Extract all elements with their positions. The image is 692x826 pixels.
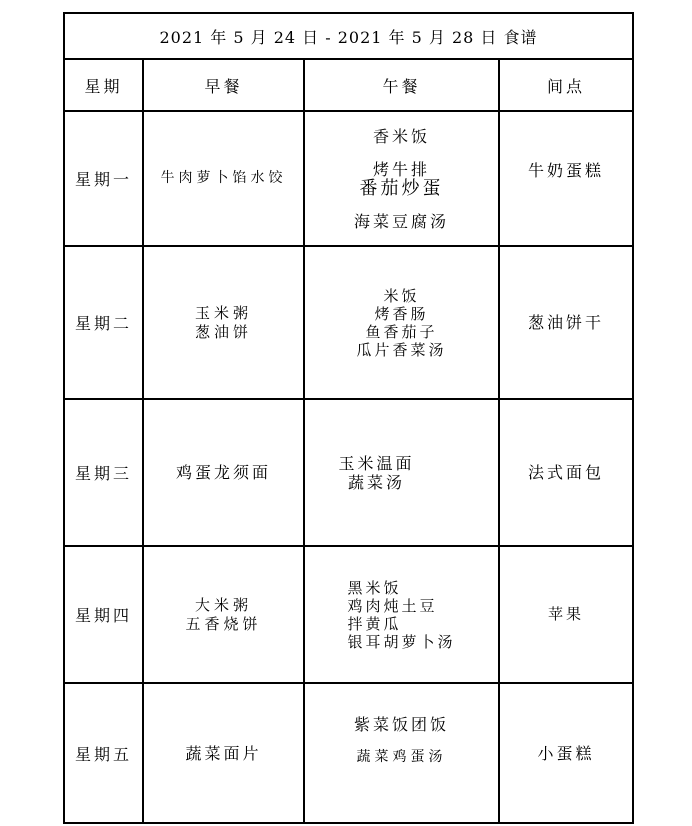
menu-item: 瓜片香菜汤 <box>356 340 447 359</box>
wednesday-breakfast-cell <box>143 399 304 546</box>
table-row-thursday <box>64 546 633 683</box>
table-title: 2021 年 5 月 24 日 - 2021 年 5 月 28 日 食谱 <box>159 27 538 47</box>
menu-item-group <box>347 579 455 651</box>
thursday-breakfast-cell <box>143 546 304 683</box>
menu-item: 鸡蛋龙须面 <box>175 463 271 482</box>
tuesday-day-label: 星期二 <box>64 246 143 399</box>
menu-item: 大米粥 <box>194 595 252 614</box>
friday-snack-cell <box>499 683 633 823</box>
menu-item: 牛奶蛋糕 <box>527 161 604 180</box>
menu-item: 蔬菜鸡蛋汤 <box>356 749 447 765</box>
menu-item: 玉米温面 <box>338 453 415 473</box>
menu-item: 蔬菜面片 <box>185 743 262 763</box>
table-row-wednesday <box>64 399 633 546</box>
menu-item: 银耳胡萝卜汤 <box>347 632 456 651</box>
monday-breakfast-cell <box>143 111 304 246</box>
title-row <box>64 13 633 59</box>
menu-item: 紫菜饭团饭 <box>353 715 449 734</box>
wednesday-day-label: 星期三 <box>64 399 143 546</box>
monday-lunch-cell <box>304 111 499 246</box>
friday-breakfast-cell <box>143 683 304 823</box>
table-title-cell <box>64 13 633 59</box>
header-lunch: 午餐 <box>304 59 499 111</box>
menu-item: 法式面包 <box>527 463 604 482</box>
table-row-friday <box>64 683 633 823</box>
menu-item: 鱼香茄子 <box>365 322 438 341</box>
wednesday-lunch-cell <box>304 399 499 546</box>
table-row-monday <box>64 111 633 246</box>
menu-item: 烤牛排 <box>372 159 430 179</box>
menu-item: 葱油饼 <box>194 322 252 341</box>
menu-item: 牛肉萝卜馅水饺 <box>160 170 287 186</box>
menu-item: 玉米粥 <box>194 303 252 322</box>
friday-day-label: 星期五 <box>64 683 143 823</box>
tuesday-lunch-cell <box>304 246 499 399</box>
header-day: 星期 <box>64 59 143 111</box>
thursday-day-label: 星期四 <box>64 546 143 683</box>
menu-item: 海菜豆腐汤 <box>353 211 449 231</box>
menu-item: 香米饭 <box>372 126 430 146</box>
thursday-snack-cell <box>499 546 633 683</box>
tuesday-snack-cell <box>499 246 633 399</box>
menu-item: 米饭 <box>383 286 420 305</box>
monday-snack-cell <box>499 111 633 246</box>
menu-item: 烤香肠 <box>374 304 429 323</box>
table-row-tuesday <box>64 246 633 399</box>
wednesday-snack-cell <box>499 399 633 546</box>
menu-item-group <box>305 715 498 767</box>
menu-item: 葱油饼干 <box>527 313 604 332</box>
monday-day-label: 星期一 <box>64 111 143 246</box>
menu-item: 苹果 <box>547 605 584 623</box>
menu-table <box>63 12 634 824</box>
menu-item: 蔬菜汤 <box>347 472 405 492</box>
header-snack: 间点 <box>499 59 633 111</box>
tuesday-breakfast-cell <box>143 246 304 399</box>
menu-item: 五香烧饼 <box>185 614 262 633</box>
menu-item: 小蛋糕 <box>537 743 595 763</box>
menu-item: 番茄炒蛋 <box>359 177 444 199</box>
header-breakfast: 早餐 <box>143 59 304 111</box>
friday-lunch-cell <box>304 683 499 823</box>
menu-item: 拌黄瓜 <box>347 614 402 633</box>
menu-item-group <box>304 454 473 492</box>
thursday-lunch-cell <box>304 546 499 683</box>
menu-item: 黑米饭 <box>347 578 402 597</box>
header-row <box>64 59 633 111</box>
menu-item: 鸡肉炖土豆 <box>347 596 438 615</box>
